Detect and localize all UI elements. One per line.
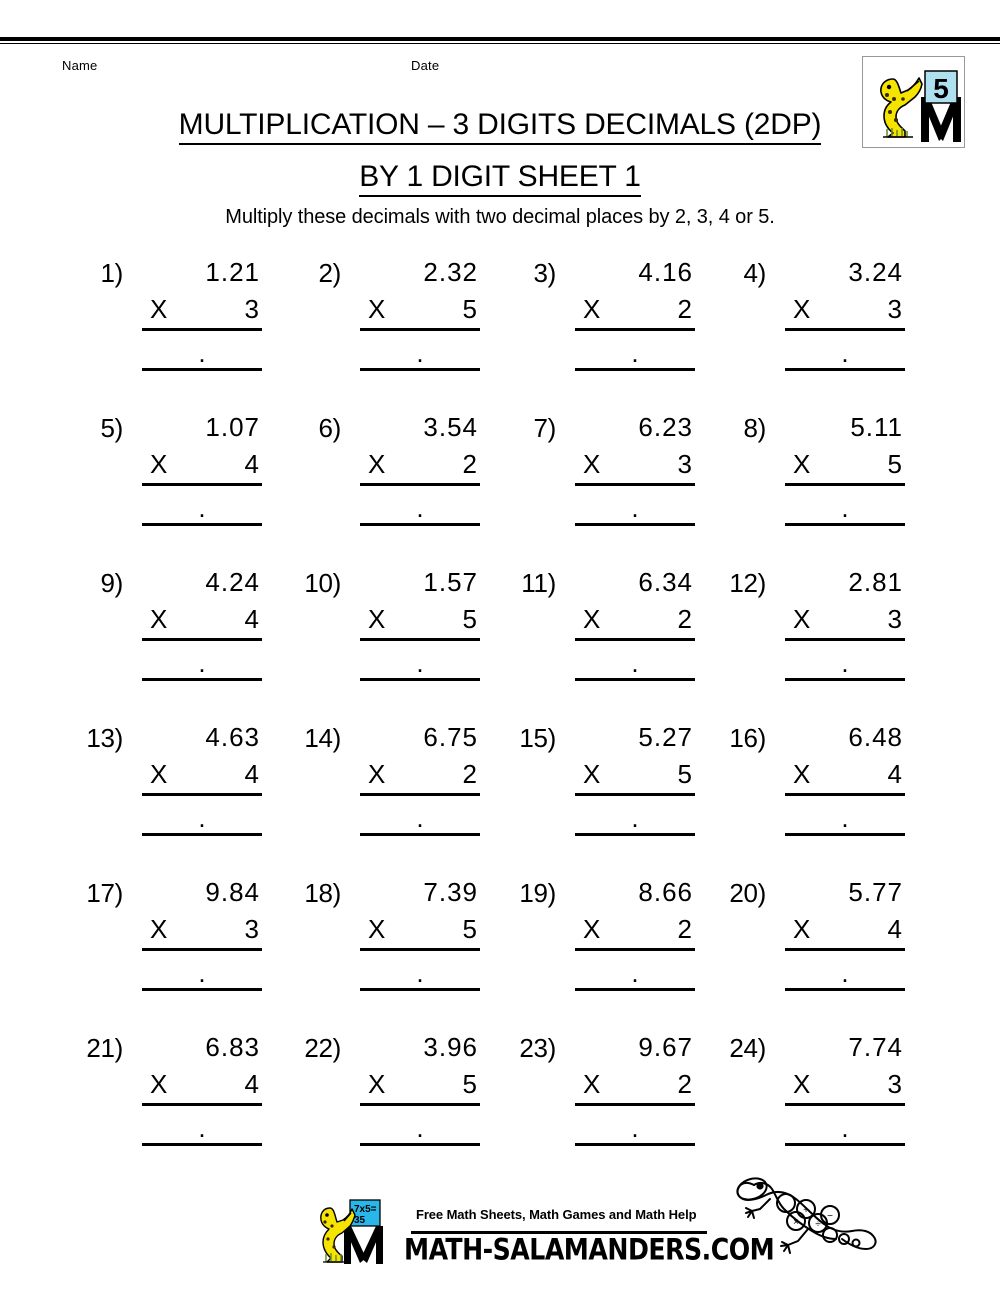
multiply-operator: X bbox=[368, 914, 387, 944]
multiplier: 5 bbox=[462, 604, 478, 634]
multiplier-line bbox=[575, 911, 695, 951]
problem-22 bbox=[293, 1030, 478, 1160]
divide-icon: ÷ bbox=[815, 1219, 821, 1230]
decimal-point: . bbox=[631, 958, 639, 988]
calc-line1-text: 7x5= bbox=[354, 1204, 377, 1215]
problem-number: 10) bbox=[304, 568, 341, 598]
problem-6 bbox=[293, 410, 478, 540]
problem-number: 16) bbox=[729, 723, 766, 753]
multiplier-line bbox=[360, 911, 480, 951]
multiplier: 5 bbox=[887, 449, 903, 479]
problem-row bbox=[0, 1030, 1000, 1185]
multiply-operator: X bbox=[793, 294, 812, 324]
decimal-point: . bbox=[416, 338, 424, 368]
multiply-operator: X bbox=[793, 1069, 812, 1099]
problem-body bbox=[142, 410, 262, 526]
problem-number: 5) bbox=[100, 413, 123, 443]
problem-body bbox=[142, 565, 262, 681]
answer-blank[interactable] bbox=[360, 641, 480, 681]
multiply-operator: X bbox=[793, 914, 812, 944]
multiplicand: 8.66 bbox=[638, 877, 693, 907]
decimal-point: . bbox=[631, 648, 639, 678]
multiplier-line bbox=[360, 756, 480, 796]
decimal-point: . bbox=[631, 338, 639, 368]
multiplier: 3 bbox=[244, 914, 260, 944]
decimal-point: . bbox=[631, 803, 639, 833]
problem-24 bbox=[718, 1030, 903, 1160]
problem-row bbox=[0, 875, 1000, 1030]
multiplier: 2 bbox=[677, 604, 693, 634]
multiplier: 2 bbox=[677, 914, 693, 944]
multiplicand: 3.96 bbox=[423, 1032, 478, 1062]
problem-number: 4) bbox=[743, 258, 766, 288]
problem-2 bbox=[293, 255, 478, 385]
multiply-operator: X bbox=[583, 914, 602, 944]
answer-blank[interactable] bbox=[360, 796, 480, 836]
problem-row bbox=[0, 255, 1000, 410]
problem-number: 13) bbox=[86, 723, 123, 753]
decimal-point: . bbox=[841, 493, 849, 523]
problem-8 bbox=[718, 410, 903, 540]
multiplicand: 5.27 bbox=[638, 722, 693, 752]
answer-blank[interactable] bbox=[142, 486, 262, 526]
multiplier: 4 bbox=[244, 759, 260, 789]
multiply-operator: X bbox=[583, 294, 602, 324]
problem-number: 20) bbox=[729, 878, 766, 908]
decimal-point: . bbox=[198, 1113, 206, 1143]
problem-body bbox=[575, 1030, 695, 1146]
multiplicand: 3.54 bbox=[423, 412, 478, 442]
decimal-point: . bbox=[416, 493, 424, 523]
answer-blank[interactable] bbox=[142, 331, 262, 371]
answer-blank[interactable] bbox=[575, 641, 695, 681]
problem-number: 11) bbox=[521, 568, 556, 598]
problem-body bbox=[785, 255, 905, 371]
multiplicand: 6.34 bbox=[638, 567, 693, 597]
decimal-point: . bbox=[841, 648, 849, 678]
multiplier-line bbox=[142, 601, 262, 641]
problem-body bbox=[575, 720, 695, 836]
problem-14 bbox=[293, 720, 478, 850]
math-salamanders-logo-icon bbox=[318, 1196, 418, 1266]
multiply-operator: X bbox=[368, 294, 387, 324]
multiplier-line bbox=[785, 291, 905, 331]
multiply-operator: X bbox=[368, 604, 387, 634]
multiplier-line bbox=[142, 911, 262, 951]
problem-number: 19) bbox=[519, 878, 556, 908]
answer-blank[interactable] bbox=[360, 1106, 480, 1146]
answer-blank[interactable] bbox=[142, 1106, 262, 1146]
multiplier-line bbox=[575, 446, 695, 486]
date-field-label: Date bbox=[411, 58, 440, 73]
answer-blank[interactable] bbox=[785, 1106, 905, 1146]
problem-16 bbox=[718, 720, 903, 850]
answer-blank[interactable] bbox=[785, 331, 905, 371]
multiplier-line bbox=[785, 911, 905, 951]
multiplicand: 5.77 bbox=[848, 877, 903, 907]
multiplier: 2 bbox=[677, 294, 693, 324]
problem-7 bbox=[508, 410, 693, 540]
problem-body bbox=[785, 410, 905, 526]
problem-23 bbox=[508, 1030, 693, 1160]
answer-blank[interactable] bbox=[785, 796, 905, 836]
problem-20 bbox=[718, 875, 903, 1005]
decimal-point: . bbox=[841, 1113, 849, 1143]
answer-blank[interactable] bbox=[360, 486, 480, 526]
multiplicand: 1.57 bbox=[423, 567, 478, 597]
problem-11 bbox=[508, 565, 693, 695]
decimal-point: . bbox=[198, 958, 206, 988]
answer-blank[interactable] bbox=[785, 641, 905, 681]
multiplier: 5 bbox=[462, 294, 478, 324]
footer-tagline: Free Math Sheets, Math Games and Math Help bbox=[416, 1207, 697, 1222]
decimal-point: . bbox=[416, 1113, 424, 1143]
multiplier: 2 bbox=[462, 449, 478, 479]
multiply-operator: X bbox=[793, 449, 812, 479]
minus-icon: − bbox=[827, 1211, 833, 1222]
multiplier: 4 bbox=[887, 759, 903, 789]
multiplicand: 6.83 bbox=[205, 1032, 260, 1062]
multiplier: 3 bbox=[244, 294, 260, 324]
problem-body bbox=[142, 875, 262, 991]
badge-level-text: 5 bbox=[933, 73, 949, 104]
multiplier-line bbox=[142, 756, 262, 796]
footer-domain: MATH-SALAMANDERS.COM bbox=[404, 1232, 775, 1267]
multiplicand: 4.16 bbox=[638, 257, 693, 287]
problem-body bbox=[360, 410, 480, 526]
multiply-operator: X bbox=[150, 914, 169, 944]
answer-blank[interactable] bbox=[785, 486, 905, 526]
answer-blank[interactable] bbox=[142, 951, 262, 991]
worksheet-instructions: Multiply these decimals with two decimal places by 2, 3, 4 or 5. bbox=[225, 206, 775, 228]
multiplier-line bbox=[575, 1066, 695, 1106]
multiplicand: 6.48 bbox=[848, 722, 903, 752]
problem-number: 3) bbox=[533, 258, 556, 288]
decimal-point: . bbox=[416, 648, 424, 678]
problem-body bbox=[575, 565, 695, 681]
multiplier-line bbox=[360, 1066, 480, 1106]
multiply-operator: X bbox=[368, 449, 387, 479]
multiplicand: 7.74 bbox=[848, 1032, 903, 1062]
problem-body bbox=[785, 1030, 905, 1146]
problem-body bbox=[785, 720, 905, 836]
problem-row bbox=[0, 720, 1000, 875]
multiply-operator: X bbox=[150, 759, 169, 789]
multiplier: 3 bbox=[887, 294, 903, 324]
decimal-point: . bbox=[198, 493, 206, 523]
decimal-point: . bbox=[631, 1113, 639, 1143]
answer-blank[interactable] bbox=[360, 951, 480, 991]
problem-number: 14) bbox=[304, 723, 341, 753]
problem-body bbox=[360, 565, 480, 681]
multiplier-line bbox=[575, 601, 695, 641]
answer-blank[interactable] bbox=[142, 641, 262, 681]
problem-13 bbox=[75, 720, 260, 850]
answer-blank[interactable] bbox=[575, 1106, 695, 1146]
problem-body bbox=[142, 255, 262, 371]
answer-blank[interactable] bbox=[575, 796, 695, 836]
multiplier: 3 bbox=[677, 449, 693, 479]
decimal-point: . bbox=[841, 958, 849, 988]
multiplier: 2 bbox=[462, 759, 478, 789]
problem-body bbox=[360, 1030, 480, 1146]
multiply-icon: × bbox=[793, 1217, 799, 1228]
decimal-point: . bbox=[631, 493, 639, 523]
name-field-label: Name bbox=[62, 58, 98, 73]
decimal-point: . bbox=[416, 958, 424, 988]
multiply-operator: X bbox=[793, 604, 812, 634]
problem-body bbox=[575, 255, 695, 371]
multiplier: 4 bbox=[244, 1069, 260, 1099]
problem-15 bbox=[508, 720, 693, 850]
multiply-operator: X bbox=[368, 1069, 387, 1099]
problem-body bbox=[785, 565, 905, 681]
multiplicand: 2.81 bbox=[848, 567, 903, 597]
multiplier-line bbox=[142, 291, 262, 331]
multiplier-line bbox=[785, 756, 905, 796]
multiplicand: 2.32 bbox=[423, 257, 478, 287]
problem-9 bbox=[75, 565, 260, 695]
problem-number: 24) bbox=[729, 1033, 766, 1063]
problem-body bbox=[142, 720, 262, 836]
problem-row bbox=[0, 410, 1000, 565]
multiply-operator: X bbox=[583, 604, 602, 634]
multiplier-line bbox=[360, 601, 480, 641]
answer-blank[interactable] bbox=[575, 331, 695, 371]
problem-number: 8) bbox=[743, 413, 766, 443]
problem-1 bbox=[75, 255, 260, 385]
problem-10 bbox=[293, 565, 478, 695]
problem-12 bbox=[718, 565, 903, 695]
multiplier: 3 bbox=[887, 1069, 903, 1099]
problem-18 bbox=[293, 875, 478, 1005]
problem-19 bbox=[508, 875, 693, 1005]
multiplier-line bbox=[360, 291, 480, 331]
problem-body bbox=[360, 875, 480, 991]
calc-line2-text: 35 bbox=[354, 1215, 366, 1226]
problem-number: 12) bbox=[729, 568, 766, 598]
multiplier: 5 bbox=[677, 759, 693, 789]
problem-number: 7) bbox=[533, 413, 556, 443]
worksheet-title-line1: MULTIPLICATION – 3 DIGITS DECIMALS (2DP) bbox=[0, 108, 1000, 142]
multiply-operator: X bbox=[368, 759, 387, 789]
multiplicand: 4.24 bbox=[205, 567, 260, 597]
answer-blank[interactable] bbox=[142, 796, 262, 836]
multiplicand: 9.67 bbox=[638, 1032, 693, 1062]
problem-number: 9) bbox=[100, 568, 123, 598]
multiplier-line bbox=[785, 601, 905, 641]
problem-number: 23) bbox=[519, 1033, 556, 1063]
answer-blank[interactable] bbox=[785, 951, 905, 991]
multiplier-line bbox=[785, 446, 905, 486]
decimal-point: . bbox=[416, 803, 424, 833]
multiplicand: 5.11 bbox=[850, 412, 903, 442]
problem-21 bbox=[75, 1030, 260, 1160]
problem-body bbox=[360, 720, 480, 836]
multiply-operator: X bbox=[583, 759, 602, 789]
problem-row bbox=[0, 565, 1000, 720]
multiplier: 3 bbox=[887, 604, 903, 634]
problem-number: 15) bbox=[519, 723, 556, 753]
plus-icon: + bbox=[803, 1205, 809, 1216]
answer-blank[interactable] bbox=[575, 951, 695, 991]
multiplicand: 9.84 bbox=[205, 877, 260, 907]
salamander-outline-icon bbox=[726, 1167, 896, 1282]
multiplicand: 7.39 bbox=[423, 877, 478, 907]
problem-5 bbox=[75, 410, 260, 540]
decimal-point: . bbox=[198, 803, 206, 833]
decimal-point: . bbox=[841, 803, 849, 833]
decimal-point: . bbox=[198, 338, 206, 368]
problem-number: 1) bbox=[100, 258, 123, 288]
decimal-point: . bbox=[841, 338, 849, 368]
multiply-operator: X bbox=[583, 449, 602, 479]
multiply-operator: X bbox=[150, 604, 169, 634]
decimal-point: . bbox=[198, 648, 206, 678]
multiplicand: 6.23 bbox=[638, 412, 693, 442]
problem-number: 21) bbox=[86, 1033, 123, 1063]
problem-4 bbox=[718, 255, 903, 385]
multiplier: 4 bbox=[244, 449, 260, 479]
multiply-operator: X bbox=[150, 1069, 169, 1099]
problem-number: 22) bbox=[304, 1033, 341, 1063]
multiply-operator: X bbox=[793, 759, 812, 789]
multiplier: 5 bbox=[462, 914, 478, 944]
multiplier-line bbox=[360, 446, 480, 486]
multiplier: 2 bbox=[677, 1069, 693, 1099]
multiply-operator: X bbox=[583, 1069, 602, 1099]
problem-body bbox=[142, 1030, 262, 1146]
multiplier-line bbox=[575, 756, 695, 796]
problem-body bbox=[575, 410, 695, 526]
multiplicand: 1.07 bbox=[205, 412, 260, 442]
worksheet-title-line2: BY 1 DIGIT SHEET 1 bbox=[0, 160, 1000, 194]
multiplier: 4 bbox=[244, 604, 260, 634]
problem-body bbox=[785, 875, 905, 991]
problem-number: 2) bbox=[318, 258, 341, 288]
multiply-operator: X bbox=[150, 294, 169, 324]
multiply-operator: X bbox=[150, 449, 169, 479]
multiplier-line bbox=[142, 1066, 262, 1106]
multiplicand: 6.75 bbox=[423, 722, 478, 752]
multiplier-line bbox=[575, 291, 695, 331]
multiplicand: 3.24 bbox=[848, 257, 903, 287]
problem-3 bbox=[508, 255, 693, 385]
problem-grid bbox=[0, 255, 1000, 1185]
multiplier: 4 bbox=[887, 914, 903, 944]
problem-17 bbox=[75, 875, 260, 1005]
problem-body bbox=[575, 875, 695, 991]
multiplier-line bbox=[785, 1066, 905, 1106]
problem-number: 17) bbox=[86, 878, 123, 908]
answer-blank[interactable] bbox=[360, 331, 480, 371]
multiplicand: 1.21 bbox=[205, 257, 260, 287]
math-salamanders-logo bbox=[318, 1196, 418, 1271]
multiplier-line bbox=[142, 446, 262, 486]
multiplier: 5 bbox=[462, 1069, 478, 1099]
problem-number: 18) bbox=[304, 878, 341, 908]
problem-body bbox=[360, 255, 480, 371]
problem-number: 6) bbox=[318, 413, 341, 443]
page-top-rule bbox=[0, 37, 1000, 44]
multiplicand: 4.63 bbox=[205, 722, 260, 752]
answer-blank[interactable] bbox=[575, 486, 695, 526]
